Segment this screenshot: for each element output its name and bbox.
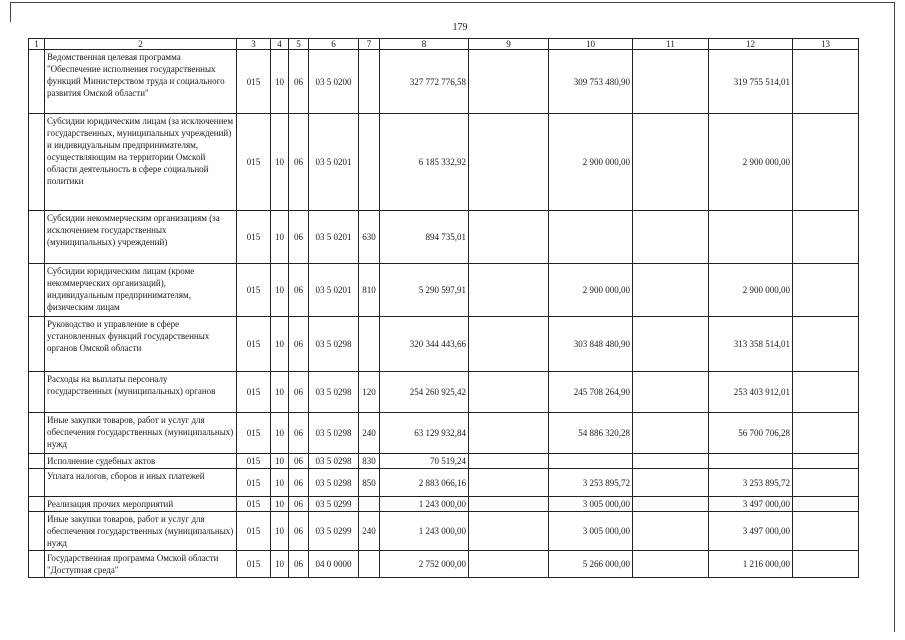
row-name: Реализация прочих мероприятий [45,497,237,512]
cell-col12: 313 358 514,01 [709,317,793,372]
cell-section: 10 [271,512,289,551]
cell-subsection: 06 [289,551,309,578]
cell-target-article: 03 5 0299 [309,497,359,512]
cell-section: 10 [271,469,289,497]
cell-col9 [469,264,549,317]
cell-col9 [469,211,549,264]
cell-col9 [469,551,549,578]
cell-col8: 1 243 000,00 [380,497,469,512]
cell-expense-type [359,317,380,372]
cell-col12: 2 900 000,00 [709,114,793,211]
cell-col10: 54 886 320,28 [549,413,633,454]
cell-admin-code: 015 [237,114,271,211]
cell-col10: 245 708 264,90 [549,372,633,413]
cell-col13 [793,551,859,578]
cell-col8: 320 344 443,66 [380,317,469,372]
cell-expense-type: 850 [359,469,380,497]
cell-subsection: 06 [289,114,309,211]
cell-section: 10 [271,317,289,372]
cell-subsection: 06 [289,317,309,372]
cell-col11 [633,211,709,264]
table-row [29,211,859,264]
row-name: Субсидии некоммерческим организациям (за исключением государственных (муниципальных) учреждений) [45,211,237,264]
cell-col8: 63 129 932,84 [380,413,469,454]
cell-col10: 2 900 000,00 [549,264,633,317]
cell-col13 [793,211,859,264]
cell-col13 [793,264,859,317]
cell-col13 [793,114,859,211]
header-cell: 12 [709,39,793,50]
cell-expense-type: 120 [359,372,380,413]
cell-target-article: 03 5 0201 [309,264,359,317]
table-row [29,50,859,114]
header-cell: 8 [380,39,469,50]
cell-col12: 3 497 000,00 [709,497,793,512]
cell-expense-type: 810 [359,264,380,317]
frame-line-top [10,2,894,3]
cell-col10: 3 253 895,72 [549,469,633,497]
cell-col11 [633,114,709,211]
header-cell: 13 [793,39,859,50]
cell-subsection: 06 [289,469,309,497]
cell-admin-code: 015 [237,317,271,372]
row-name: Расходы на выплаты персоналу государственных (муниципальных) органов [45,372,237,413]
cell-target-article: 03 5 0201 [309,114,359,211]
cell-col10 [549,454,633,469]
cell-admin-code: 015 [237,211,271,264]
header-cell: 1 [29,39,45,50]
cell-target-article: 03 5 0298 [309,413,359,454]
cell-target-article: 03 5 0298 [309,372,359,413]
cell-col11 [633,317,709,372]
row-name: Исполнение судебных актов [45,454,237,469]
cell-col12: 3 497 000,00 [709,512,793,551]
cell-col13 [793,469,859,497]
cell-admin-code: 015 [237,512,271,551]
header-cell: 2 [45,39,237,50]
cell-col11 [633,50,709,114]
cell-col13 [793,454,859,469]
header-cell: 5 [289,39,309,50]
cell-section: 10 [271,50,289,114]
cell-col13 [793,372,859,413]
cell-col8: 2 883 066,16 [380,469,469,497]
cell-subsection: 06 [289,413,309,454]
table-row [29,317,859,372]
row-name: Субсидии юридическим лицам (за исключением государственных, муниципальных учреждений) и индивидуальным предпринимателям, осуществляющим на территории Омской области деятельность в сфере социальной политики [45,114,237,211]
cell-admin-code: 015 [237,50,271,114]
cell-subsection: 06 [289,372,309,413]
cell-target-article: 03 5 0298 [309,317,359,372]
cell-admin-code: 015 [237,454,271,469]
cell-col12: 2 900 000,00 [709,264,793,317]
cell-subsection: 06 [289,512,309,551]
cell-expense-type: 830 [359,454,380,469]
cell-expense-type [359,551,380,578]
cell-col9 [469,372,549,413]
cell-col10 [549,211,633,264]
cell-col11 [633,264,709,317]
cell-section: 10 [271,372,289,413]
cell-col12: 253 403 912,01 [709,372,793,413]
cell-admin-code: 015 [237,264,271,317]
budget-table [28,38,859,578]
cell-section: 10 [271,551,289,578]
cell-admin-code: 015 [237,372,271,413]
row-name: Иные закупки товаров, работ и услуг для обеспечения государственных (муниципальных) нужд [45,413,237,454]
cell-expense-type [359,114,380,211]
cell-col10: 3 005 000,00 [549,497,633,512]
cell-admin-code: 015 [237,551,271,578]
header-cell: 4 [271,39,289,50]
cell-subsection: 06 [289,264,309,317]
cell-section: 10 [271,114,289,211]
page-number: 179 [452,22,468,33]
header-cell: 10 [549,39,633,50]
cell-col8: 6 185 332,92 [380,114,469,211]
table-row [29,413,859,454]
cell-col12: 1 216 000,00 [709,551,793,578]
cell-col13 [793,497,859,512]
cell-expense-type: 240 [359,512,380,551]
table-row [29,114,859,211]
header-cell: 3 [237,39,271,50]
header-cell: 6 [309,39,359,50]
cell-target-article: 03 5 0201 [309,211,359,264]
cell-col8: 894 735,01 [380,211,469,264]
cell-col12: 319 755 514,01 [709,50,793,114]
table-row [29,469,859,497]
header-row [29,39,859,50]
cell-subsection: 06 [289,50,309,114]
cell-expense-type [359,50,380,114]
cell-col8: 5 290 597,91 [380,264,469,317]
cell-col13 [793,512,859,551]
cell-col9 [469,469,549,497]
cell-col12 [709,211,793,264]
cell-col11 [633,454,709,469]
cell-col13 [793,317,859,372]
cell-col8: 254 260 925,42 [380,372,469,413]
cell-col10: 2 900 000,00 [549,114,633,211]
cell-col9 [469,317,549,372]
frame-line-left [10,2,11,22]
cell-col10: 303 848 480,90 [549,317,633,372]
cell-section: 10 [271,497,289,512]
row-name: Уплата налогов, сборов и иных платежей [45,469,237,497]
cell-target-article: 03 5 0200 [309,50,359,114]
table-row [29,497,859,512]
cell-col9 [469,454,549,469]
cell-col10: 309 753 480,90 [549,50,633,114]
cell-col9 [469,114,549,211]
header-cell: 9 [469,39,549,50]
cell-col13 [793,413,859,454]
cell-col8: 2 752 000,00 [380,551,469,578]
row-name: Иные закупки товаров, работ и услуг для обеспечения государственных (муниципальных) нужд [45,512,237,551]
cell-col8: 70 519,24 [380,454,469,469]
cell-section: 10 [271,264,289,317]
cell-target-article: 03 5 0299 [309,512,359,551]
cell-col9 [469,50,549,114]
cell-expense-type [359,497,380,512]
cell-section: 10 [271,413,289,454]
cell-col11 [633,512,709,551]
table-row [29,454,859,469]
cell-col8: 327 772 776,58 [380,50,469,114]
cell-col11 [633,372,709,413]
cell-col12: 3 253 895,72 [709,469,793,497]
cell-subsection: 06 [289,211,309,264]
row-name: Субсидии юридическим лицам (кроме некоммерческих организаций), индивидуальным предпринимателям, физическим лицам [45,264,237,317]
cell-col12: 56 700 706,28 [709,413,793,454]
cell-col11 [633,497,709,512]
header-cell: 11 [633,39,709,50]
frame-line-right [894,2,895,632]
cell-col10: 3 005 000,00 [549,512,633,551]
cell-expense-type: 630 [359,211,380,264]
cell-col9 [469,413,549,454]
cell-admin-code: 015 [237,469,271,497]
cell-subsection: 06 [289,454,309,469]
cell-target-article: 03 5 0298 [309,469,359,497]
cell-admin-code: 015 [237,413,271,454]
cell-target-article: 03 5 0298 [309,454,359,469]
cell-col8: 1 243 000,00 [380,512,469,551]
cell-target-article: 04 0 0000 [309,551,359,578]
cell-col12 [709,454,793,469]
table-row [29,372,859,413]
cell-section: 10 [271,211,289,264]
cell-col11 [633,413,709,454]
cell-col11 [633,469,709,497]
cell-col9 [469,497,549,512]
cell-admin-code: 015 [237,497,271,512]
cell-col13 [793,50,859,114]
cell-section: 10 [271,454,289,469]
cell-col11 [633,551,709,578]
table-row [29,264,859,317]
cell-subsection: 06 [289,497,309,512]
row-name: Ведомственная целевая программа "Обеспечение исполнения государственных функций Министерством труда и социального развития Омской области" [45,50,237,114]
row-name: Руководство и управление в сфере установленных функций государственных органов Омской области [45,317,237,372]
table-row [29,551,859,578]
cell-col10: 5 266 000,00 [549,551,633,578]
row-name: Государственная программа Омской области "Доступная среда" [45,551,237,578]
header-cell: 7 [359,39,380,50]
cell-expense-type: 240 [359,413,380,454]
cell-col9 [469,512,549,551]
table-row [29,512,859,551]
